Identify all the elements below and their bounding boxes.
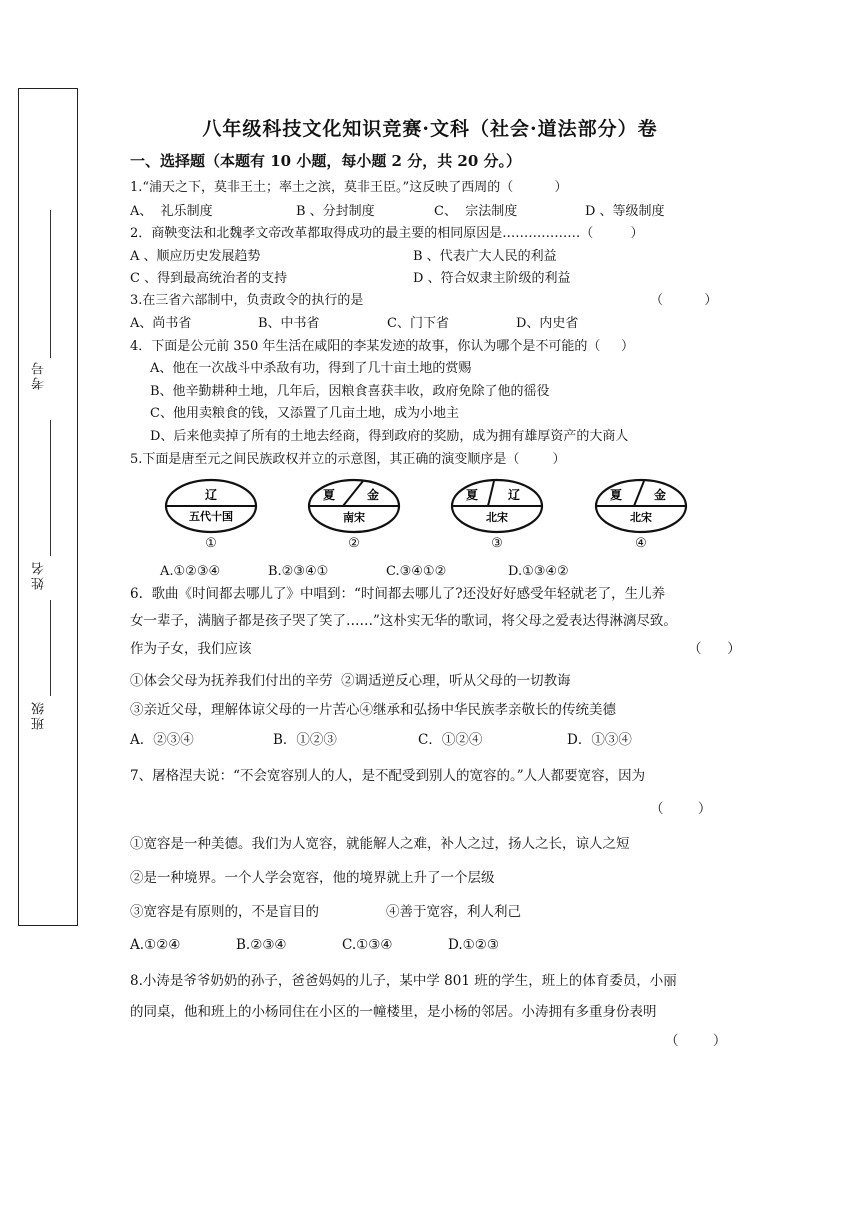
q1-option-a[interactable]: A、 礼乐制度 xyxy=(130,204,213,219)
q7-statement-2: ②是一种境界。一个人学会宽容，他的境界就上升了一个层级 xyxy=(130,870,495,886)
diagram-2-top-label-2: 金 xyxy=(366,488,380,502)
q5-option-a[interactable]: A.①②③④ xyxy=(160,564,221,579)
regime-diagram-4 xyxy=(594,478,688,534)
q2-option-d[interactable]: D 、符合奴隶主阶级的利益 xyxy=(413,271,571,286)
exam-number-line xyxy=(50,210,51,358)
class-line xyxy=(50,600,51,696)
regime-diagram-1 xyxy=(164,478,258,534)
q7-answer-paren[interactable]: （ ） xyxy=(650,801,712,817)
diagram-3-top-label-2: 辽 xyxy=(507,488,521,502)
exam-number-label: 考号 xyxy=(32,360,47,390)
class-field[interactable] xyxy=(28,600,68,740)
q4-stem: 4．下面是公元前 350 年生活在咸阳的李某发迹的故事，你认为哪个是不可能的（ ） xyxy=(130,339,635,354)
q8-line-2: 的同桌，他和班上的小杨同住在小区的一幢楼里，是小杨的邻居。小涛拥有多重身份表明 xyxy=(130,1004,657,1020)
diagram-1-bottom-label: 五代十国 xyxy=(189,510,233,523)
section-heading: 一、选择题（本题有 10 小题，每小题 2 分，共 20 分。） xyxy=(130,152,522,170)
page-title: 八年级科技文化知识竞赛·文科（社会·道法部分）卷 xyxy=(202,118,658,140)
q1-option-c[interactable]: C、 宗法制度 xyxy=(434,204,518,219)
q6-option-a[interactable]: A．②③④ xyxy=(130,732,194,748)
q6-line-3: 作为子女，我们应该 xyxy=(130,641,252,657)
q4-option-b[interactable]: B、他辛勤耕种土地，几年后，因粮食喜获丰收，政府免除了他的徭役 xyxy=(150,384,550,399)
q7-statement-4: ④善于宽容，利人利己 xyxy=(386,904,521,920)
diagram-4-top-label-1: 夏 xyxy=(609,488,623,502)
q6-line-1: 6. 歌曲《时间都去哪儿了》中唱到：“时间都去哪儿了?还没好好感受年轻就老了，生儿养 xyxy=(130,586,666,602)
q1-stem: 1.“浦天之下，莫非王土；率土之滨，莫非王臣。”这反映了西周的（ ） xyxy=(130,180,568,195)
q7-statement-1: ①宽容是一种美德。我们为人宽容，就能解人之难，补人之过，扬人之长，谅人之短 xyxy=(130,836,630,852)
exam-number-field[interactable] xyxy=(28,210,68,400)
q6-option-c[interactable]: C．①②④ xyxy=(418,732,483,748)
q6-option-b[interactable]: B．①②③ xyxy=(273,732,337,748)
regime-diagram-2 xyxy=(307,478,401,534)
q3-option-b[interactable]: B、中书省 xyxy=(258,316,320,331)
q6-option-d[interactable]: D．①③④ xyxy=(567,732,632,748)
q4-option-c[interactable]: C、他用卖粮食的钱，又添置了几亩土地，成为小地主 xyxy=(150,406,459,421)
q8-line-1: 8.小涛是爷爷奶奶的孙子，爸爸妈妈的儿子，某中学 801 班的学生，班上的体育委员，小丽 xyxy=(130,973,677,989)
q8-answer-paren[interactable]: （ ） xyxy=(665,1033,727,1049)
q3-option-a[interactable]: A、尚书省 xyxy=(130,316,192,331)
q7-option-c[interactable]: C.①③④ xyxy=(342,937,393,953)
q7-option-a[interactable]: A.①②④ xyxy=(130,937,181,953)
q1-option-b[interactable]: B 、分封制度 xyxy=(296,204,375,219)
diagram-4-bottom-label: 北宋 xyxy=(630,511,652,524)
diagram-4-top-label-2: 金 xyxy=(653,488,667,502)
q3-stem: 3.在三省六部制中，负责政令的执行的是 xyxy=(130,293,364,308)
q5-stem: 5.下面是唐至元之间民族政权并立的示意图，其正确的演变顺序是（ ） xyxy=(130,452,566,467)
name-field[interactable] xyxy=(28,420,68,590)
q2-stem: 2．商鞅变法和北魏孝文帝改革都取得成功的最主要的相同原因是………………（ ） xyxy=(130,226,644,241)
q6-answer-paren[interactable]: （ ） xyxy=(688,641,741,657)
q2-option-a[interactable]: A 、顺应历史发展趋势 xyxy=(130,249,261,264)
diagram-2-bottom-label: 南宋 xyxy=(343,511,365,524)
name-line xyxy=(50,420,51,556)
q4-option-d[interactable]: D、后来他卖掉了所有的土地去经商，得到政府的奖励，成为拥有雄厚资产的大商人 xyxy=(150,429,629,444)
q2-option-c[interactable]: C 、得到最高统治者的支持 xyxy=(130,271,288,286)
q1-option-d[interactable]: D 、等级制度 xyxy=(585,204,665,219)
diagram-3-number: ③ xyxy=(491,536,503,551)
diagram-1-number: ① xyxy=(205,536,217,551)
q7-option-b[interactable]: B.②③④ xyxy=(236,937,287,953)
diagram-2-top-label-1: 夏 xyxy=(322,488,336,502)
q4-option-a[interactable]: A、他在一次战斗中杀敌有功，得到了几十亩土地的赏赐 xyxy=(150,361,472,376)
q2-option-b[interactable]: B 、代表广大人民的利益 xyxy=(413,249,557,264)
q6-statement-2: ③亲近父母，理解体谅父母的一片苦心④继承和弘扬中华民族孝亲敬长的传统美德 xyxy=(130,702,616,718)
q3-option-c[interactable]: C、门下省 xyxy=(387,316,449,331)
q3-answer-paren[interactable]: （ ） xyxy=(650,293,718,308)
class-label: 班级 xyxy=(32,700,47,730)
name-label: 姓名 xyxy=(32,560,47,590)
q7-line-1: 7、屠格涅夫说：“不会宽容别人的人，是不配受到别人的宽容的。”人人都要宽容，因为 xyxy=(130,768,646,784)
q6-line-2: 女一辈子，满脑子都是孩子哭了笑了……”这朴实无华的歌词，将父母之爱表达得淋漓尽致。 xyxy=(130,613,677,629)
diagram-3-bottom-label: 北宋 xyxy=(486,511,508,524)
q3-option-d[interactable]: D、内史省 xyxy=(516,316,579,331)
q5-option-d[interactable]: D.①③④② xyxy=(508,564,569,579)
regime-diagram-3 xyxy=(450,478,544,534)
q7-statement-3: ③宽容是有原则的，不是盲目的 xyxy=(130,904,319,920)
q7-option-d[interactable]: D.①②③ xyxy=(448,937,499,953)
q5-option-b[interactable]: B.②③④① xyxy=(268,564,329,579)
q6-statement-1: ①体会父母为抚养我们付出的辛劳 ②调适逆反心理，听从父母的一切教诲 xyxy=(130,673,571,689)
diagram-2-number: ② xyxy=(348,536,360,551)
q5-option-c[interactable]: C.③④①② xyxy=(386,564,447,579)
diagram-1-top-label-1: 辽 xyxy=(204,488,218,502)
diagram-3-top-label-1: 夏 xyxy=(465,488,479,502)
diagram-4-number: ④ xyxy=(635,536,647,551)
